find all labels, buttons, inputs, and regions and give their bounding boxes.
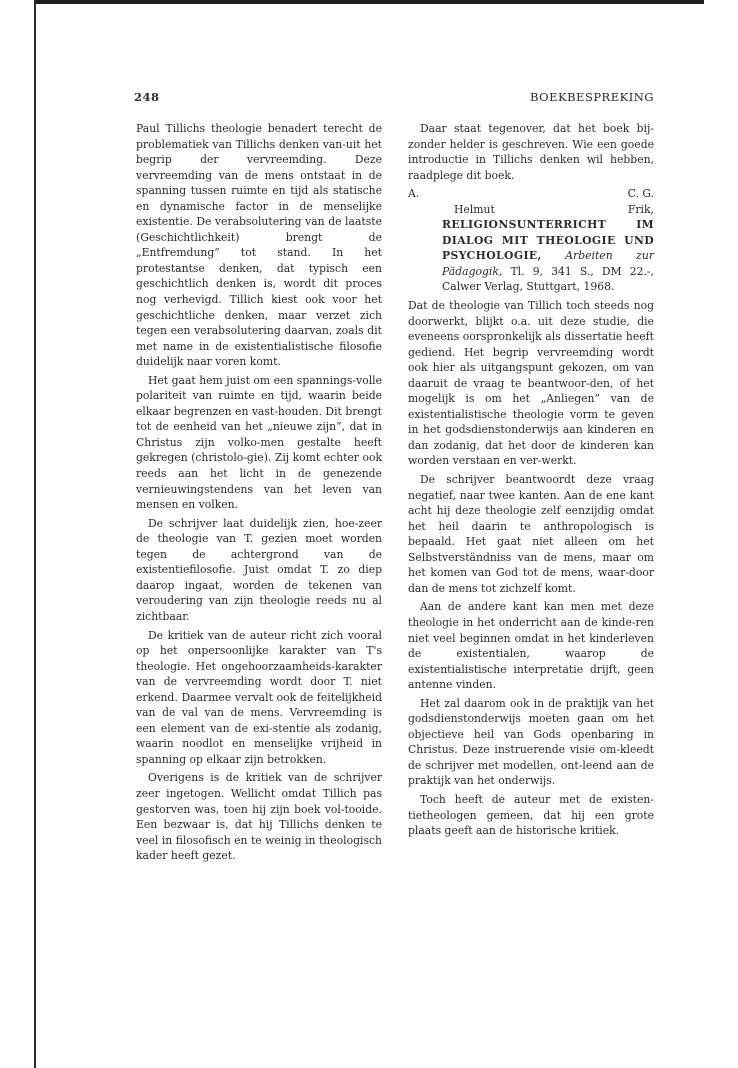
signature-left: A. bbox=[408, 187, 420, 201]
paragraph: Overigens is de kritiek van de schrijver zeer ingetogen. Wellicht omdat Tillich pas gestorven was, toen hij zijn boek vol-tooide. Een bezwaar is, dat hij Tillichs denken te veel in filosofisch en te weinig in theologisch kader heeft gezet. bbox=[136, 771, 382, 863]
paragraph: De schrijver beantwoordt deze vraag negatief, naar twee kanten. Aan de ene kant acht hij deze theologie zelf eenzijdig omdat het heil daarin te anthropologisch is bepaald. Het gaat niet alleen om het Selbstverständniss van de mens, maar om het komen van God tot de mens, waar-door dan de mens tot zichzelf komt. bbox=[408, 473, 654, 595]
book-series: Arbeiten zur Pädagogik, bbox=[442, 249, 654, 278]
paragraph: Het zal daarom ook in de praktijk van het godsdienstonderwijs moeten gaan om het objectieve heil van Gods openbaring in Christus. Deze instruerende visie om-kleedt de schrijver met modellen, ont-leend aan de praktijk van het onderwijs. bbox=[408, 696, 654, 788]
page-number: 248 bbox=[134, 90, 160, 104]
left-column bbox=[136, 121, 382, 867]
page-left-edge bbox=[34, 0, 36, 1068]
paragraph: Toch heeft de auteur met de existen-tietheologen gemeen, dat hij een grote plaats geeft aan de historische kritiek. bbox=[408, 792, 654, 838]
paragraph: Aan de andere kant kan men met deze theologie in het onderricht aan de kinde-ren niet veel beginnen omdat in het kinderleven de existentialen, waarop de existentialistische interpretatie drijft, geen antenne vinden. bbox=[408, 600, 654, 692]
running-title: BOEKBESPREKING bbox=[530, 90, 654, 104]
book-title: RELIGIONSUNTERRICHT IM DIALOG MIT THEOLOGIE UND PSYCHOLOGIE, bbox=[442, 218, 654, 263]
signature-right: C. G. bbox=[627, 187, 654, 201]
paragraph: Dat de theologie van Tillich toch steeds nog doorwerkt, blijkt o.a. uit deze studie, die eveneens oorspronkelijk als dissertatie heeft gediend. Het begrip vervreemding wordt ook hier als uitgangspunt gekozen, om van daaruit de vraag te beantwoor-den, of het mogelijk is om het „Anliegen” van de existentialistische theologie vorm te geven in het godsdienstonderwijs aan kinderen en dan zodanig, dat het door de kinderen kan worden verstaan en ver-werkt. bbox=[408, 299, 654, 468]
page-header bbox=[134, 90, 654, 106]
book-details: Tl. 9, 341 S., DM 22.-, Calwer Verlag, Stuttgart, 1968. bbox=[442, 264, 654, 294]
paragraph: Het gaat hem juist om een spannings-volle polariteit van ruimte en tijd, waarin beide elkaar begrenzen en vast-houden. Dit brengt tot de eenheid van het „nieuwe zijn”, dat in Christus zijn volko-men gestalte heeft gekregen (christolo-gie). Zij komt echter ook reeds aan het licht in de genezende vernieuwingstendens van het leven van mensen en volken. bbox=[136, 373, 382, 512]
paragraph: De kritiek van de auteur richt zich vooral op het onpersoonlijke karakter van T's theologie. Het ongehoorzaamheids-karakter van de vervreemding wordt door T. niet erkend. Daarmee vervalt ook de feitelijkheid van de val van de mens. Vervreemding is een element van de exi-stentie als zodanig, waarin noodlot en menselijke vrijheid in spanning op elkaar zijn betrokken. bbox=[136, 628, 382, 766]
book-author: Helmut Frik, bbox=[454, 202, 654, 216]
paragraph: Paul Tillichs theologie benadert terecht de problematiek van Tillichs denken van-uit het begrip der vervreemding. Deze vervreemding van de mens ontstaat in de spanning tussen ruimte en tijd als statische en dynamische factor in de menselijke existentie. De verabsolutering van de laatste (Geschichtlichkeit) brengt de „Entfremdung” tot stand. In het protestantse denken, dat typisch een geschichtlich denken is, wordt dit proces nog verhevigd. Tillich kiest ook voor het geschichtliche denken, maar verzet zich tegen een verabsolutering daarvan, zoals dit met name in de existentialistische filosofie duidelijk naar voren komt. bbox=[136, 122, 382, 369]
right-column bbox=[408, 121, 654, 842]
paragraph: De schrijver laat duidelijk zien, hoe-zeer de theologie van T. gezien moet worden tegen de achtergrond van de existentiefilosofie. Juist omdat T. zo diep daarop ingaat, worden de tekenen van veroudering van zijn theologie reeds nu al zichtbaar. bbox=[136, 516, 382, 623]
paragraph: Daar staat tegenover, dat het boek bij-zonder helder is geschreven. Wie een goede introductie in Tillichs denken wil hebben, raadplege dit boek. bbox=[408, 122, 654, 182]
page-top-edge bbox=[34, 0, 704, 4]
review-signature bbox=[408, 186, 654, 202]
bibliographic-entry bbox=[408, 202, 654, 295]
